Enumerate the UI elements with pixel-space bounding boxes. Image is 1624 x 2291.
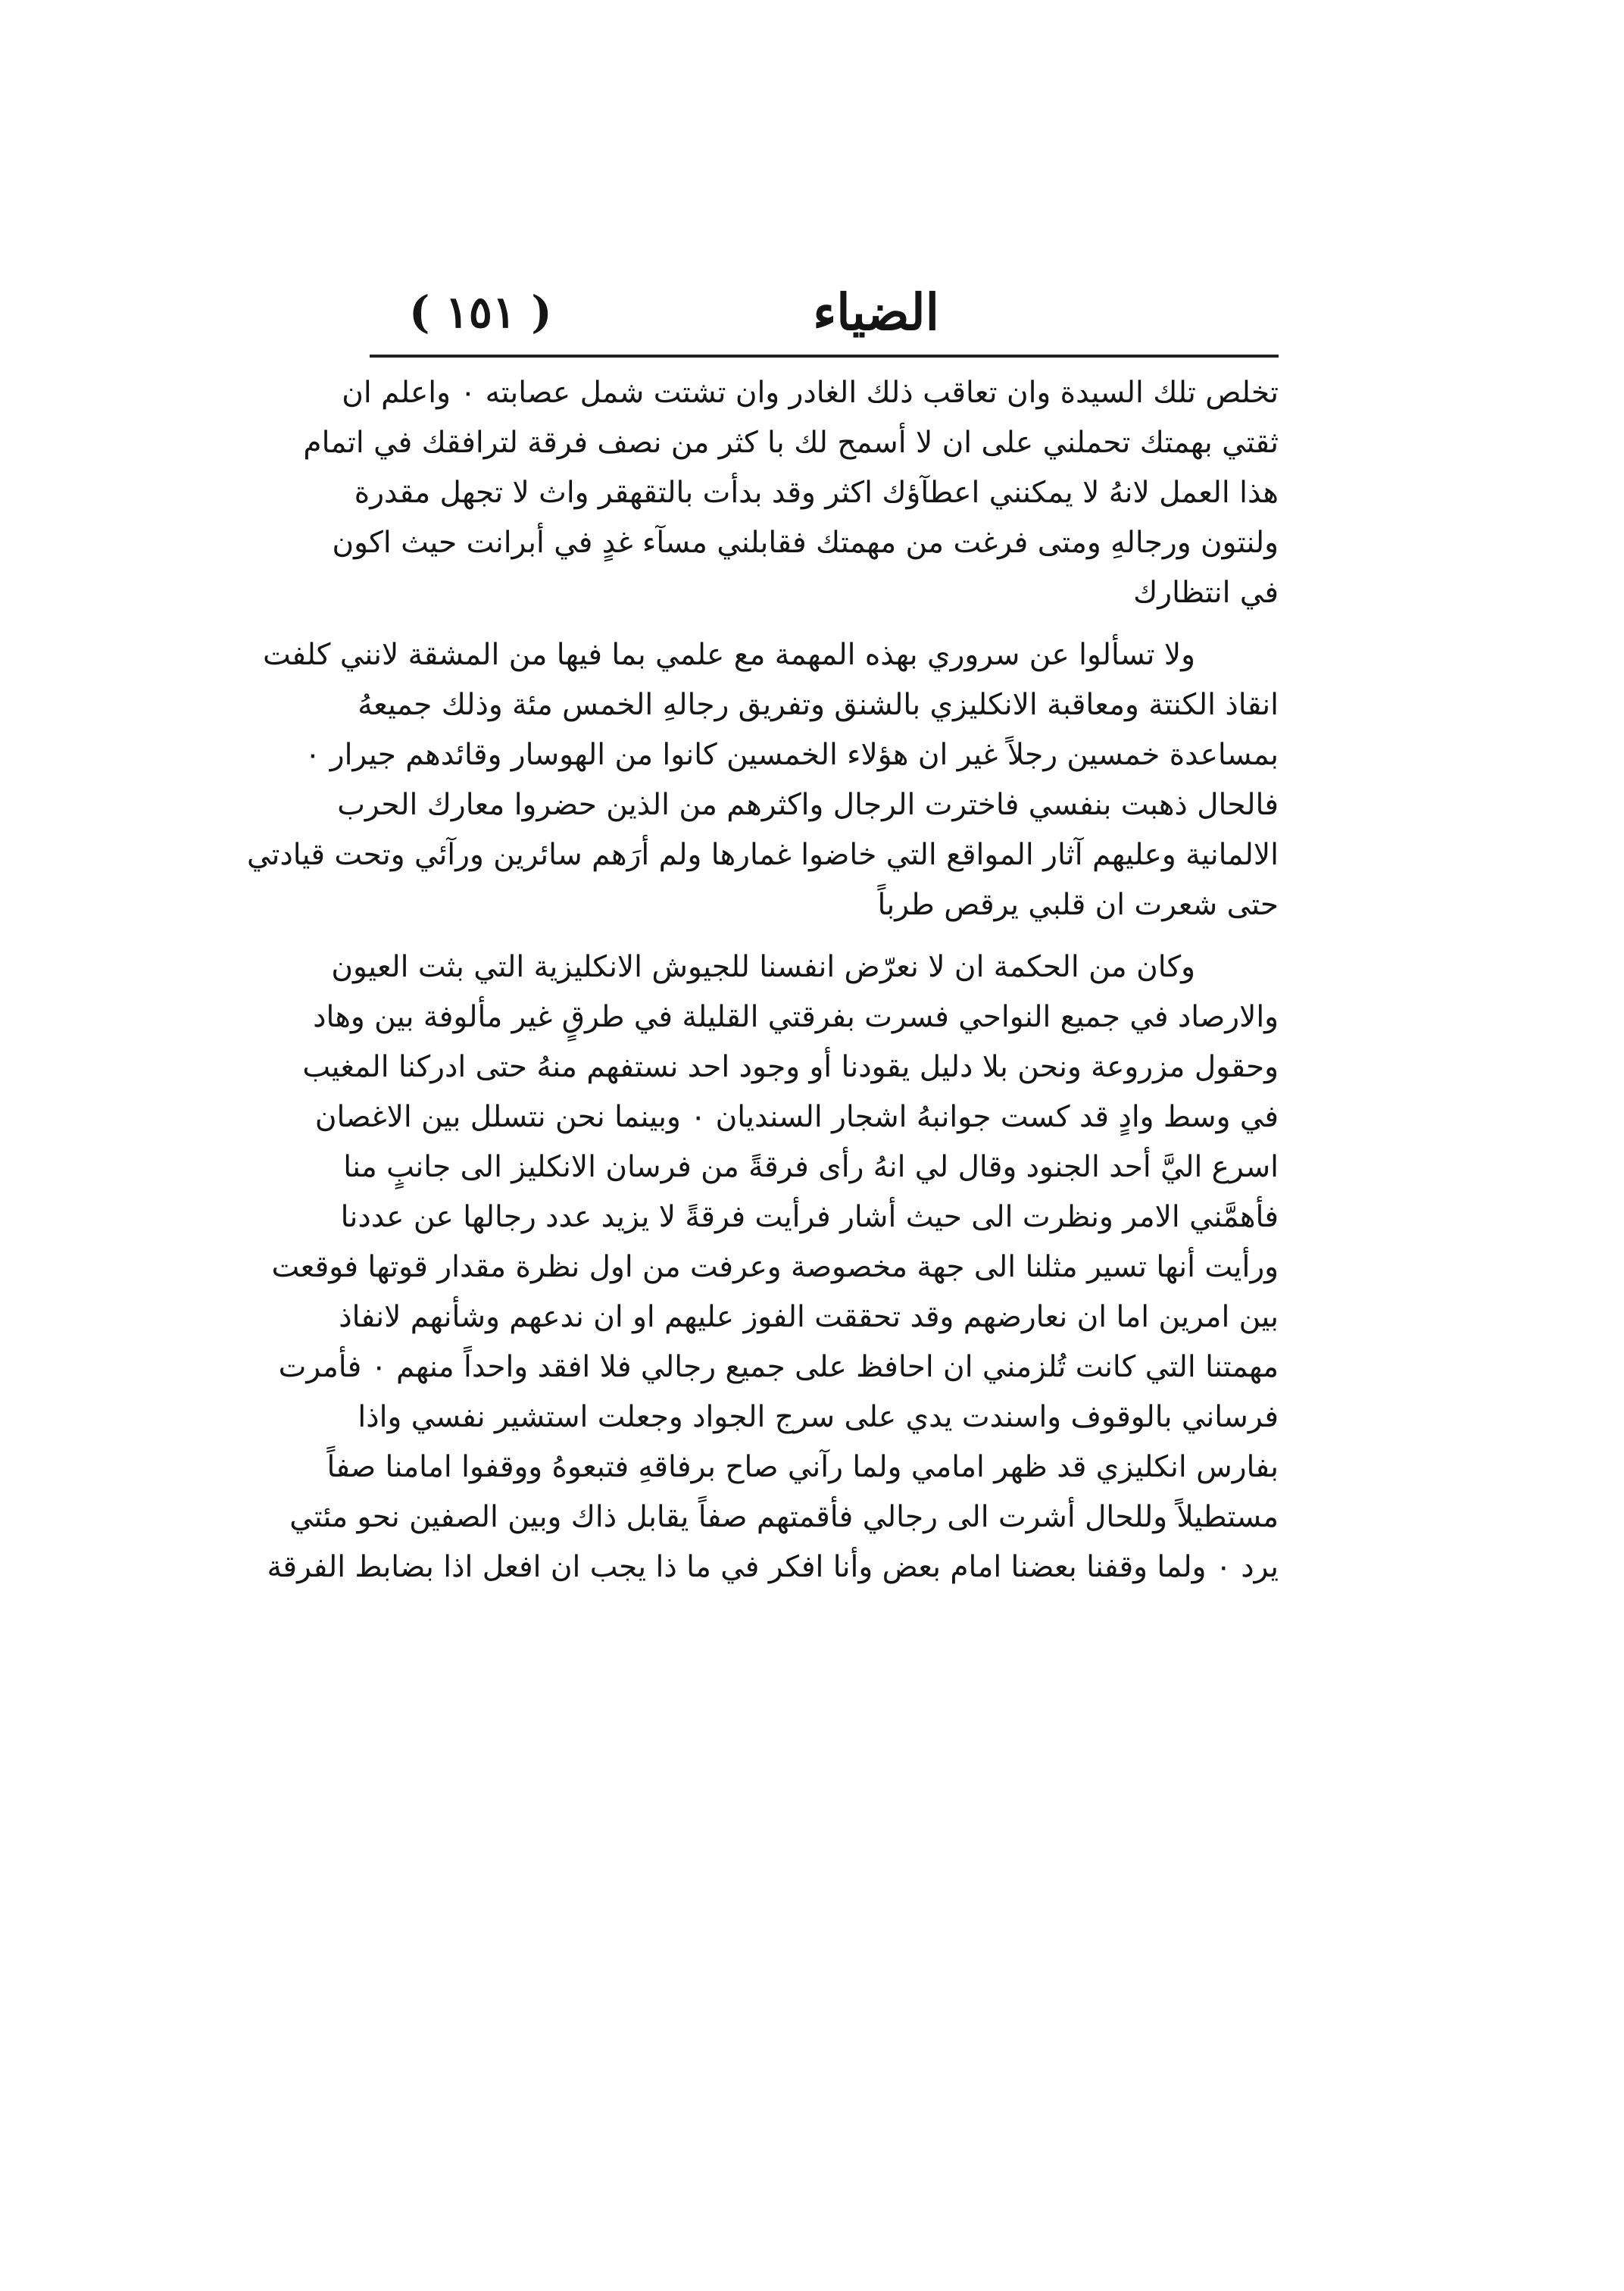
paragraph-3	[267, 942, 1279, 1592]
text-line: ولنتون ورجالهِ ومتى فرغت من مهمتك فقابلني مسآء غدٍ في أبرانت حيث اكون	[332, 526, 1279, 560]
text-line: ورأيت أنها تسير مثلنا الى جهة مخصوصة وعرفت من اول نظرة مقدار قوتها فوقعت	[271, 1250, 1279, 1284]
text-line: مهمتنا التي كانت تُلزمني ان احافظ على جميع رجالي فلا افقد واحداً منهم ٠ فأمرت	[278, 1350, 1279, 1384]
text-line: في وسط وادٍ قد كست جوانبهُ اشجار السنديان ٠ وبينما نحن نتسلل بين الاغصان	[314, 1100, 1279, 1134]
text-line: فرساني بالوقوف واسندت يدي على سرج الجواد وجعلت استشير نفسي واذا	[358, 1400, 1279, 1434]
text-line: بمساعدة خمسين رجلاً غير ان هؤلاء الخمسين كانوا من الهوسار وقائدهم جيرار ٠	[304, 738, 1279, 772]
text-line: وكان من الحكمة ان لا نعرّض انفسنا للجيوش الانكليزية التي بثت العيون	[331, 950, 1195, 984]
header-rule	[370, 355, 1279, 358]
text-line: بفارس انكليزي قد ظهر امامي ولما رآني صاح برفاقهِ فتبعوهُ ووقفوا امامنا صفاً	[326, 1450, 1279, 1484]
text-line: ثقتي بهمتك تحملني على ان لا أسمح لك با كثر من نصف فرقة لترافقك في اتمام	[303, 426, 1279, 460]
journal-title: الضياء	[813, 283, 939, 342]
text-line: بين امرين اما ان نعارضهم وقد تحققت الفوز عليهم او ان ندعهم وشأنهم لانفاذ	[339, 1300, 1279, 1334]
text-line: يرد ٠ ولما وقفنا بعضنا امام بعض وأنا افكر في ما ذا يجب ان افعل اذا بضابط الفرقة	[267, 1550, 1279, 1584]
text-line: في انتظارك	[1133, 576, 1279, 610]
text-line: مستطيلاً وللحال أشرت الى رجالي فأقمتهم صفاً يقابل ذاك وبين الصفين نحو مئتي	[289, 1500, 1279, 1534]
text-line: وحقول مزروعة ونحن بلا دليل يقودنا أو وجود احد نستفهم منهُ حتى ادركنا المغيب	[302, 1050, 1279, 1084]
text-line: الالمانية وعليهم آثار المواقع التي خاضوا غمارها ولم أرَهم سائرين ورآئي وتحت قيادتي	[246, 838, 1279, 872]
text-line: هذا العمل لانهُ لا يمكنني اعطآؤك اكثر وقد بدأت بالتقهقر واث لا تجهل مقدرة	[354, 476, 1279, 510]
text-line: انقاذ الكنتة ومعاقبة الانكليزي بالشنق وتفريق رجالهِ الخمس مئة وذلك جميعهُ	[358, 688, 1279, 722]
text-line: فالحال ذهبت بنفسي فاخترت الرجال واكثرهم من الذين حضروا معارك الحرب	[337, 788, 1279, 822]
text-line: اسرع اليَّ أحد الجنود وقال لي انهُ رأى فرقةً من فرسان الانكليز الى جانبٍ منا	[343, 1150, 1279, 1184]
text-line: حتى شعرت ان قلبي يرقص طرباً	[877, 888, 1279, 922]
text-line: تخلص تلك السيدة وان تعاقب ذلك الغادر وان تشتت شمل عصابته ٠ واعلم ان	[342, 376, 1279, 410]
body-text	[246, 368, 1279, 1592]
paragraph-2	[246, 630, 1279, 930]
running-header	[370, 274, 1279, 350]
text-line: والارصاد في جميع النواحي فسرت بفرقتي القليلة في طرقٍ غير مألوفة بين وهاد	[313, 1000, 1279, 1034]
page-number: ( ١٥١ )	[409, 286, 552, 338]
text-line: فأهمَّني الامر ونظرت الى حيث أشار فرأيت فرقةً لا يزيد عدد رجالها عن عددنا	[340, 1200, 1279, 1234]
text-line: ولا تسألوا عن سروري بهذه المهمة مع علمي بما فيها من المشقة لانني كلفت	[263, 638, 1195, 672]
paragraph-1	[303, 368, 1279, 618]
